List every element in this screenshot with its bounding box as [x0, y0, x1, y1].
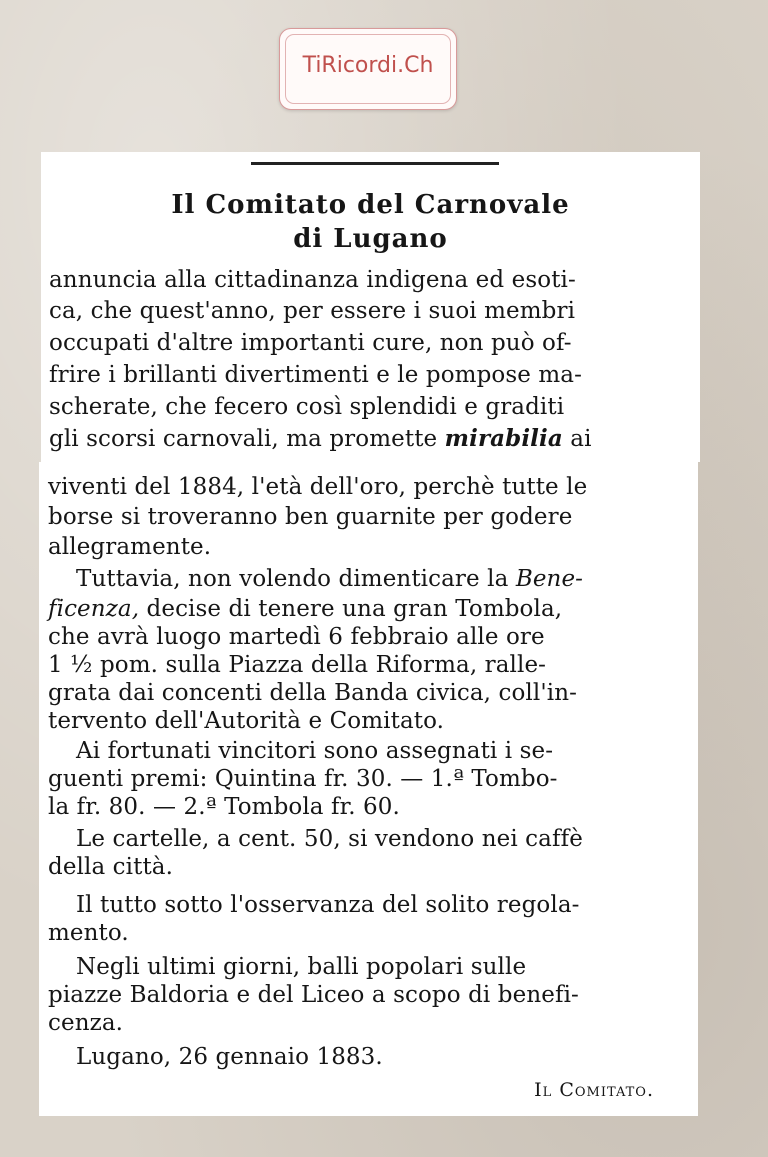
text-line: della città. — [48, 854, 174, 880]
logo-text: TiRicordi.Ch — [302, 53, 434, 78]
text-line: ca, che quest'anno, per essere i suoi membri — [49, 298, 576, 324]
text-line: 1 ½ pom. sulla Piazza della Riforma, ralle- — [48, 652, 547, 678]
text-line: piazze Baldoria e del Liceo a scopo di benefi- — [48, 982, 579, 1008]
text-line: guenti premi: Quintina fr. 30. — 1.ª Tombo- — [48, 766, 558, 792]
signature: Il Comitato. — [534, 1079, 654, 1101]
text-line: occupati d'altre importanti cure, non può of- — [49, 330, 572, 356]
text-segment: decise di tenere una gran Tombola, — [139, 596, 563, 622]
italic-beneficenza-end: ficenza, — [48, 596, 140, 622]
header-rule — [251, 162, 499, 165]
clipping-bottom — [39, 462, 698, 1116]
site-logo — [279, 28, 457, 110]
text-line: scherate, che fecero così splendidi e graditi — [49, 394, 565, 420]
text-segment: gli scorsi carnovali, ma promette — [49, 426, 445, 452]
text-line: tervento dell'Autorità e Comitato. — [48, 708, 445, 734]
text-line: Il tutto sotto l'osservanza del solito regola- — [76, 892, 580, 918]
text-line: mento. — [48, 920, 129, 946]
text-line: Ai fortunati vincitori sono assegnati i se- — [76, 738, 554, 764]
article-title-line2: di Lugano — [293, 224, 448, 254]
text-line — [49, 424, 592, 454]
text-line: borse si troveranno ben guarnite per godere — [48, 504, 573, 530]
emphasis-mirabilia: mirabilia — [444, 425, 563, 452]
clipping-top — [41, 152, 700, 462]
text-line: allegramente. — [48, 534, 212, 560]
text-line — [48, 594, 562, 624]
text-line: viventi del 1884, l'età dell'oro, perchè tutte le — [48, 474, 588, 500]
text-line: grata dai concenti della Banda civica, coll'in- — [48, 680, 578, 706]
text-line: che avrà luogo martedì 6 febbraio alle ore — [48, 624, 545, 650]
article-title: Il Comitato del Carnovale — [171, 190, 570, 220]
text-line: cenza. — [48, 1010, 124, 1036]
text-segment: Tuttavia, non volendo dimenticare la — [76, 566, 516, 592]
text-line: annuncia alla cittadinanza indigena ed esoti- — [49, 267, 576, 293]
text-line — [76, 564, 583, 594]
italic-beneficenza: Bene- — [515, 566, 584, 592]
text-line: Lugano, 26 gennaio 1883. — [76, 1044, 383, 1070]
text-line: Negli ultimi giorni, balli popolari sulle — [76, 954, 527, 980]
text-segment: ai — [562, 426, 592, 452]
text-line: la fr. 80. — 2.ª Tombola fr. 60. — [48, 794, 400, 820]
text-line: Le cartelle, a cent. 50, si vendono nei caffè — [76, 826, 583, 852]
text-line: frire i brillanti divertimenti e le pompose ma- — [49, 362, 582, 388]
